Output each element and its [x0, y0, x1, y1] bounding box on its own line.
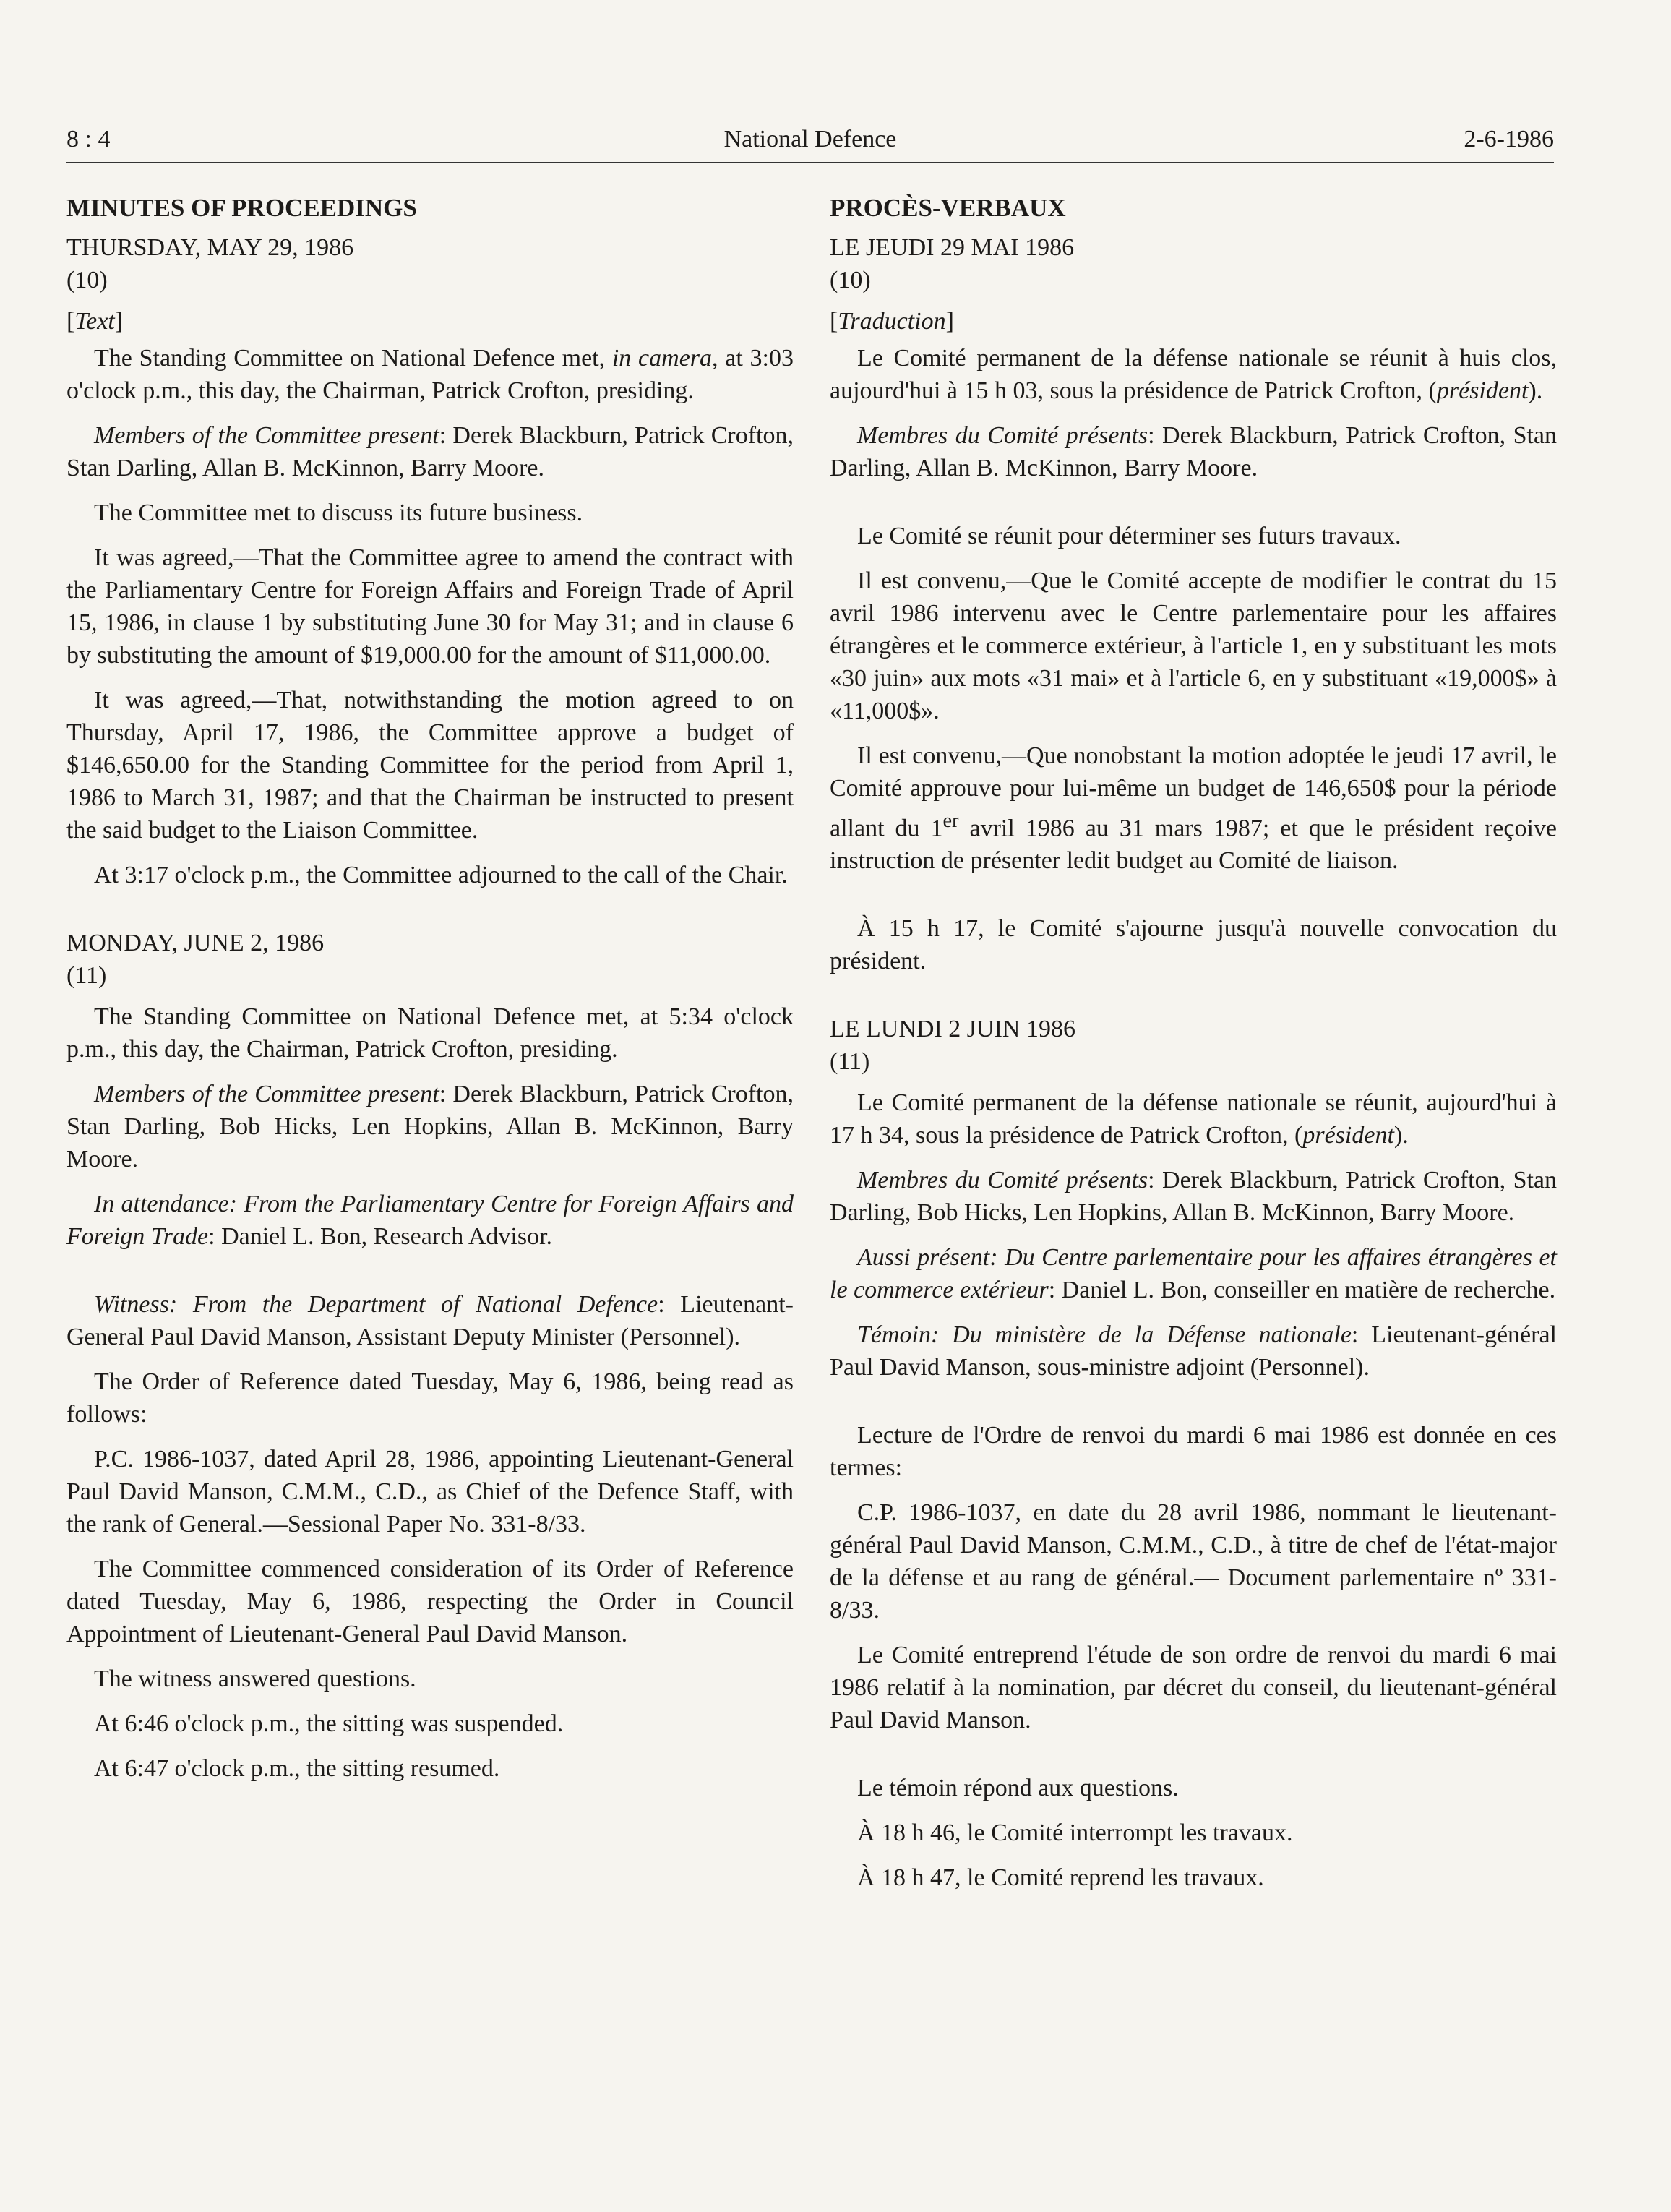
- in-attendance: Aussi présent: Du Centre parlementaire pour les affaires étrangères et le commerce extérieur: Daniel L. Bon, conseiller en matière de recherche.: [830, 1244, 1557, 1304]
- paragraph: Le Comité se réunit pour déterminer ses futurs travaux.: [857, 523, 1401, 549]
- english-column: [66, 192, 794, 1797]
- running-title: National Defence: [723, 126, 897, 153]
- paragraph: Le Comité permanent de la défense nationale se réunit à huis clos, aujourd'hui à 15 h 03, sous la présidence de Patrick Crofton, (président).: [830, 345, 1557, 404]
- in-attendance: In attendance: From the Parliamentary Centre for Foreign Affairs and Foreign Trade: Daniel L. Bon, Research Advisor.: [66, 1191, 794, 1250]
- paragraph: The Committee commenced consideration of its Order of Reference dated Tuesday, May 6, 1986, respecting the Order in Council Appointment of Lieutenant-General Paul David Manson.: [66, 1556, 794, 1647]
- header-date: 2-6-1986: [1464, 126, 1554, 153]
- meeting-number: (11): [66, 962, 107, 989]
- witness: Témoin: Du ministère de la Défense nationale: Lieutenant-général Paul David Manson, sous-ministre adjoint (Personnel).: [830, 1321, 1557, 1381]
- meeting-number: (10): [830, 267, 871, 293]
- meeting-date: LE JEUDI 29 MAI 1986: [830, 234, 1075, 261]
- paragraph: The Order of Reference dated Tuesday, May 6, 1986, being read as follows:: [66, 1368, 794, 1428]
- paragraph: Le témoin répond aux questions.: [857, 1775, 1179, 1802]
- paragraph: À 15 h 17, le Comité s'ajourne jusqu'à nouvelle convocation du président.: [830, 915, 1557, 975]
- text-tag: [Traduction]: [830, 308, 954, 335]
- paragraph: At 3:17 o'clock p.m., the Committee adjourned to the call of the Chair.: [94, 862, 788, 888]
- section-heading: PROCÈS-VERBAUX: [830, 194, 1066, 222]
- paragraph: It was agreed,—That, notwithstanding the motion agreed to on Thursday, April 17, 1986, the Committee approve a budget of $146,650.00 for the Standing Committee for the period from April 1, 1986 to March 31, 1987; and that the Chairman be instructed to present the said budget to the Liaison Committee.: [66, 687, 794, 844]
- order-of-reference: P.C. 1986-1037, dated April 28, 1986, appointing Lieutenant-General Paul David Manson, C.M.M., C.D., as Chief of the Defence Staff, with the rank of General.—Sessional Paper No. 331-8/33.: [66, 1446, 794, 1538]
- witness: Witness: From the Department of National Defence: Lieutenant-General Paul David Manson, Assistant Deputy Minister (Personnel).: [66, 1291, 794, 1350]
- paragraph: Le Comité permanent de la défense nationale se réunit, aujourd'hui à 17 h 34, sous la présidence de Patrick Crofton, (président).: [830, 1089, 1557, 1149]
- paragraph: Il est convenu,—Que nonobstant la motion adoptée le jeudi 17 avril, le Comité approuve pour lui-même un budget de 146,650$ pour la période allant du 1er avril 1986 au 31 mars 1987; et que le président reçoive instruction de présenter ledit budget au Comité de liaison.: [830, 742, 1557, 875]
- paragraph: It was agreed,—That the Committee agree to amend the contract with the Parliamentary Centre for Foreign Affairs and Foreign Trade of April 15, 1986, in clause 1 by substituting June 30 for May 31; and in clause 6 by substituting the amount of $19,000.00 for the amount of $11,000.00.: [66, 544, 794, 669]
- paragraph: À 18 h 47, le Comité reprend les travaux.: [857, 1864, 1264, 1892]
- order-of-reference: C.P. 1986-1037, en date du 28 avril 1986, nommant le lieutenant-général Paul David Manson, C.M.M., C.D., à titre de chef de l'état-major de la défense et au rang de général.— Document parlementaire nº 331-8/33.: [830, 1499, 1557, 1624]
- paragraph: The Standing Committee on National Defence met, at 5:34 o'clock p.m., this day, the Chairman, Patrick Crofton, presiding.: [66, 1003, 794, 1063]
- members-present: Members of the Committee present: Derek Blackburn, Patrick Crofton, Stan Darling, Bob Hicks, Len Hopkins, Allan B. McKinnon, Barry Moore.: [66, 1081, 794, 1173]
- paragraph: The Committee met to discuss its future business.: [94, 500, 583, 526]
- french-column: [830, 192, 1557, 1906]
- paragraph: Le Comité entreprend l'étude de son ordre de renvoi du mardi 6 mai 1986 relatif à la nomination, par décret du conseil, du lieutenant-général Paul David Manson.: [830, 1642, 1557, 1734]
- section-heading: MINUTES OF PROCEEDINGS: [66, 194, 417, 222]
- paragraph: Lecture de l'Ordre de renvoi du mardi 6 mai 1986 est donnée en ces termes:: [830, 1422, 1557, 1482]
- paragraph: The Standing Committee on National Defence met, in camera, at 3:03 o'clock p.m., this day, the Chairman, Patrick Crofton, presiding.: [66, 345, 794, 404]
- meeting-date: THURSDAY, MAY 29, 1986: [66, 234, 354, 261]
- paragraph: At 6:47 o'clock p.m., the sitting resumed.: [94, 1755, 500, 1782]
- meeting-number: (10): [66, 267, 108, 293]
- text-tag: [Text]: [66, 308, 124, 335]
- meeting-date: LE LUNDI 2 JUIN 1986: [830, 1016, 1075, 1043]
- members-present: Members of the Committee present: Derek Blackburn, Patrick Crofton, Stan Darling, Allan B. McKinnon, Barry Moore.: [66, 422, 794, 481]
- paragraph: À 18 h 46, le Comité interrompt les travaux.: [857, 1819, 1293, 1847]
- page-header: [66, 121, 1554, 163]
- meeting-date: MONDAY, JUNE 2, 1986: [66, 930, 325, 956]
- meeting-number: (11): [830, 1048, 870, 1076]
- members-present: Membres du Comité présents: Derek Blackburn, Patrick Crofton, Stan Darling, Bob Hicks, Len Hopkins, Allan B. McKinnon, Barry Moore.: [830, 1167, 1558, 1227]
- paragraph: Il est convenu,—Que le Comité accepte de modifier le contrat du 15 avril 1986 intervenu avec le Centre parlementaire pour les affaires étrangères et le commerce extérieur, à l'article 1, en y substituant les mots «30 juin» aux mots «31 mai» et à l'article 6, en y substituant «19,000$» à «11,000$».: [830, 567, 1557, 724]
- members-present: Membres du Comité présents: Derek Blackburn, Patrick Crofton, Stan Darling, Allan B. McKinnon, Barry Moore.: [830, 422, 1558, 481]
- paragraph: At 6:46 o'clock p.m., the sitting was suspended.: [94, 1710, 564, 1737]
- page-number: 8 : 4: [66, 126, 111, 153]
- paragraph: The witness answered questions.: [94, 1666, 416, 1692]
